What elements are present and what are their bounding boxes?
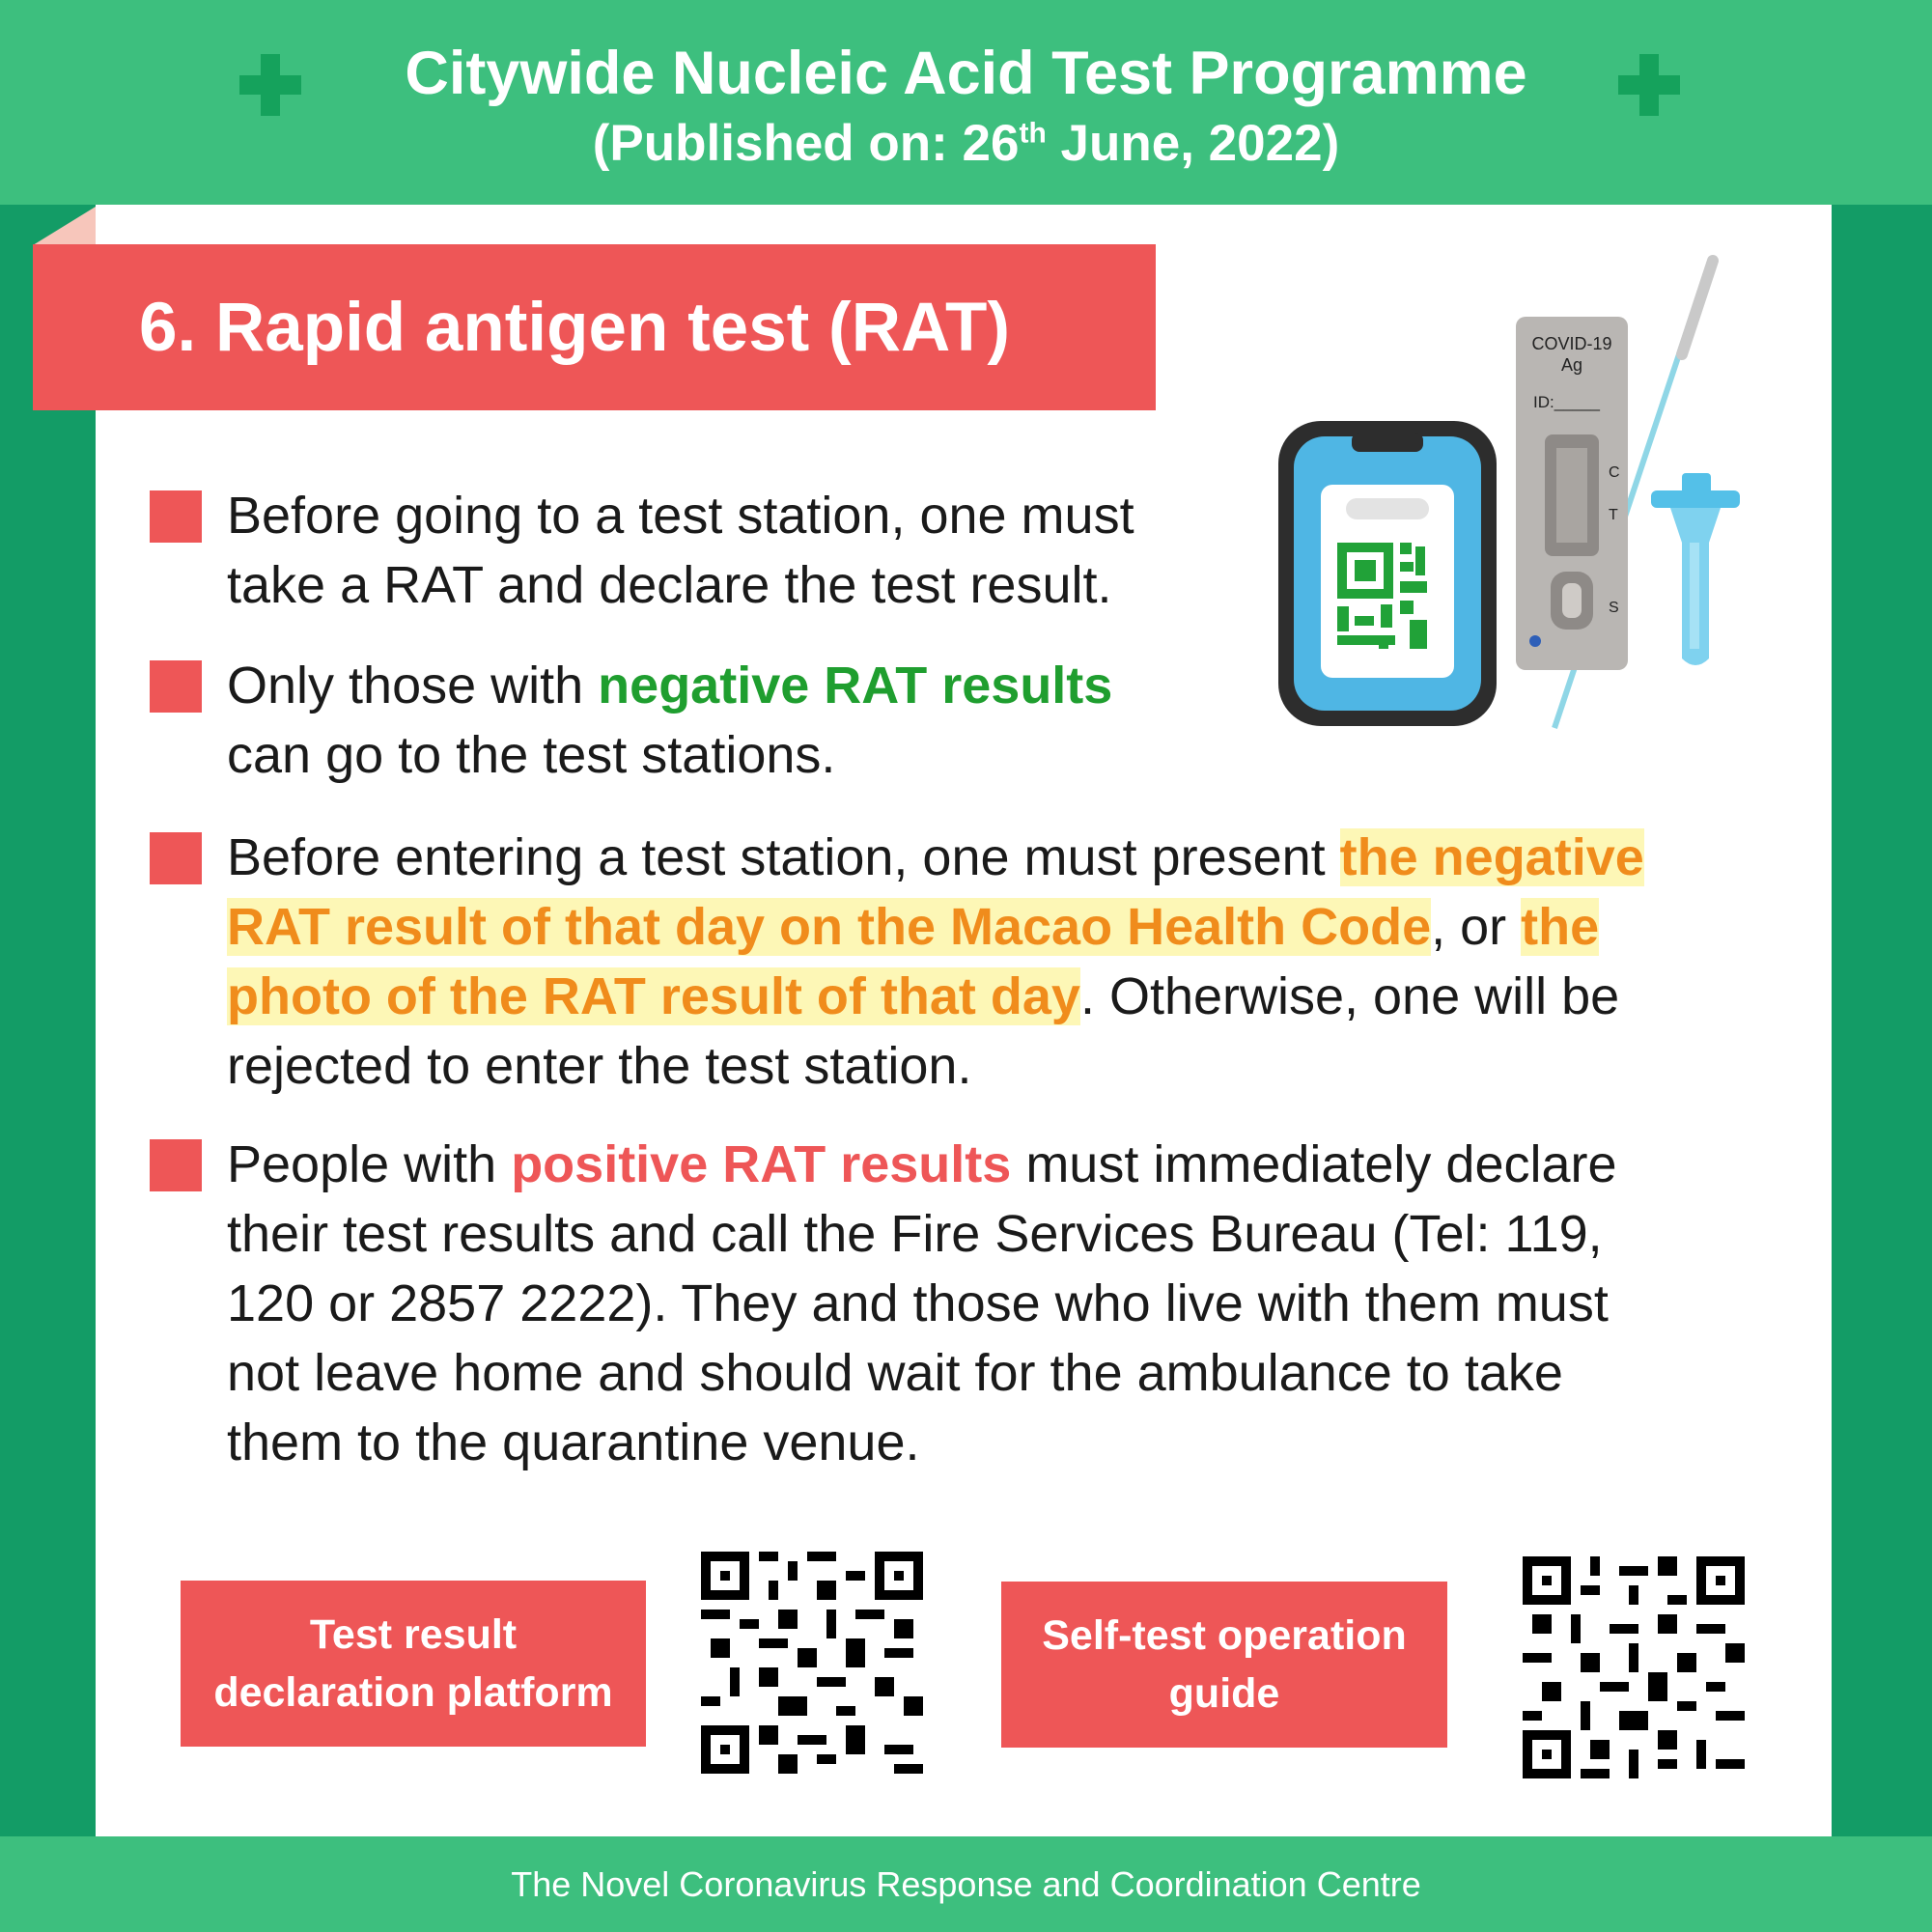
section-heading: 6. Rapid antigen test (RAT) xyxy=(33,244,1156,410)
rat-kit-illustration xyxy=(1265,253,1777,736)
svg-text:C: C xyxy=(1609,464,1620,481)
published-date: (Published on: 26th June, 2022) xyxy=(592,115,1340,172)
svg-text:Ag: Ag xyxy=(1560,355,1583,375)
header-bar xyxy=(0,0,1932,205)
footer xyxy=(0,1836,1932,1932)
svg-text:T: T xyxy=(1609,507,1618,523)
footer-credit: The Novel Coronavirus Response and Coordination Centre xyxy=(511,1864,1421,1904)
self-test-guide-button[interactable]: Self-test operation guide xyxy=(1001,1582,1447,1748)
bullet-marker xyxy=(150,1139,202,1191)
svg-text:S: S xyxy=(1609,600,1619,616)
bullet-marker xyxy=(150,832,202,884)
svg-text:ID:_____: ID:_____ xyxy=(1533,393,1600,411)
declaration-qr-code[interactable] xyxy=(701,1552,923,1774)
phone-icon xyxy=(1278,421,1497,726)
self-test-guide-qr-code[interactable] xyxy=(1523,1556,1745,1778)
page-title: Citywide Nucleic Acid Test Programme xyxy=(405,40,1527,107)
bullet-marker xyxy=(150,660,202,713)
svg-text:COVID-19: COVID-19 xyxy=(1531,334,1612,353)
bullet-marker xyxy=(150,490,202,543)
banner-fold xyxy=(33,207,96,245)
test-cassette-icon xyxy=(1516,317,1628,670)
declaration-platform-button[interactable]: Test result declaration platform xyxy=(181,1581,646,1747)
test-tube-icon xyxy=(1651,473,1740,665)
